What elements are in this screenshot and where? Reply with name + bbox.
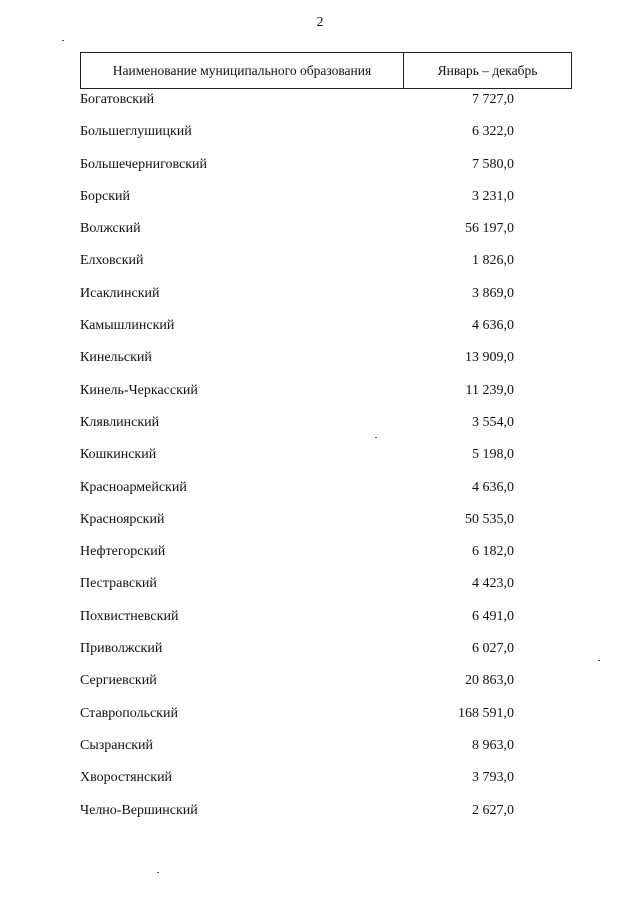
municipality-name: Нефтегорский xyxy=(80,544,166,560)
period-value: 3 793,0 xyxy=(472,770,514,786)
municipality-name: Красноармейский xyxy=(80,479,187,495)
municipality-name: Сергиевский xyxy=(80,673,157,689)
page-number: 2 xyxy=(316,15,324,30)
table-row xyxy=(0,572,640,604)
table-row xyxy=(0,734,640,766)
period-value: 2 627,0 xyxy=(472,802,514,818)
period-value: 3 554,0 xyxy=(472,414,514,430)
municipality-name: Большеглушицкий xyxy=(80,124,192,140)
period-value: 7 727,0 xyxy=(472,92,514,107)
scan-speck xyxy=(62,40,64,41)
table-row xyxy=(0,443,640,475)
municipality-name: Красноярский xyxy=(80,511,165,527)
period-value: 4 636,0 xyxy=(472,479,514,495)
table-row xyxy=(0,540,640,572)
period-value: 3 869,0 xyxy=(472,285,514,301)
municipality-name: Большечерниговский xyxy=(80,156,208,172)
table-row xyxy=(0,799,640,831)
municipality-name: Кошкинский xyxy=(80,447,157,463)
table-row xyxy=(0,282,640,314)
table-header xyxy=(80,52,572,89)
table-row xyxy=(0,120,640,152)
table-row xyxy=(0,702,640,734)
period-value: 13 909,0 xyxy=(465,350,514,366)
municipality-name: Кинель-Черкасский xyxy=(80,382,198,398)
period-value: 5 198,0 xyxy=(472,447,514,463)
table-row xyxy=(0,508,640,540)
municipality-name: Сызранский xyxy=(80,737,153,753)
period-value: 6 027,0 xyxy=(472,641,514,657)
table-row xyxy=(0,605,640,637)
period-value: 4 636,0 xyxy=(472,318,514,334)
table-row xyxy=(0,217,640,249)
header-period: Январь – декабрь xyxy=(437,62,538,78)
period-value: 168 591,0 xyxy=(458,705,514,721)
period-value: 1 826,0 xyxy=(472,253,514,269)
period-value: 56 197,0 xyxy=(465,221,514,237)
municipality-name: Приволжский xyxy=(80,641,163,657)
table-row xyxy=(0,476,640,508)
period-value: 3 231,0 xyxy=(472,188,514,204)
municipality-name: Богатовский xyxy=(80,92,155,107)
period-value: 50 535,0 xyxy=(465,511,514,527)
period-value: 6 491,0 xyxy=(472,608,514,624)
table-row xyxy=(0,766,640,798)
table-row xyxy=(0,88,640,120)
table-row xyxy=(0,249,640,281)
period-value: 8 963,0 xyxy=(472,737,514,753)
table-row xyxy=(0,379,640,411)
municipality-name: Елховский xyxy=(80,253,144,269)
municipality-name: Кинельский xyxy=(80,350,152,366)
municipality-name: Челно-Вершинский xyxy=(80,802,198,818)
table-row xyxy=(0,153,640,185)
scan-speck xyxy=(598,660,600,661)
period-value: 11 239,0 xyxy=(465,382,514,398)
municipality-name: Похвистневский xyxy=(80,608,179,624)
municipality-name: Волжский xyxy=(80,221,141,237)
municipality-name: Ставропольский xyxy=(80,705,178,721)
table-row xyxy=(0,411,640,443)
period-value: 20 863,0 xyxy=(465,673,514,689)
table-row xyxy=(0,669,640,701)
period-value: 4 423,0 xyxy=(472,576,514,592)
municipality-name: Камышлинский xyxy=(80,318,175,334)
scan-speck xyxy=(375,437,377,438)
table-row xyxy=(0,185,640,217)
table-row xyxy=(0,637,640,669)
table-row xyxy=(0,314,640,346)
municipality-name: Пестравский xyxy=(80,576,157,592)
period-value: 6 182,0 xyxy=(472,544,514,560)
scan-speck xyxy=(157,872,159,873)
header-municipality-name: Наименование муниципального образования xyxy=(81,53,404,88)
period-value: 6 322,0 xyxy=(472,124,514,140)
municipality-name: Борский xyxy=(80,188,131,204)
municipality-name: Исаклинский xyxy=(80,285,160,301)
municipality-name: Клявлинский xyxy=(80,414,160,430)
period-value: 7 580,0 xyxy=(472,156,514,172)
table-row xyxy=(0,346,640,378)
municipality-name: Хворостянский xyxy=(80,770,173,786)
table-body xyxy=(0,88,640,831)
